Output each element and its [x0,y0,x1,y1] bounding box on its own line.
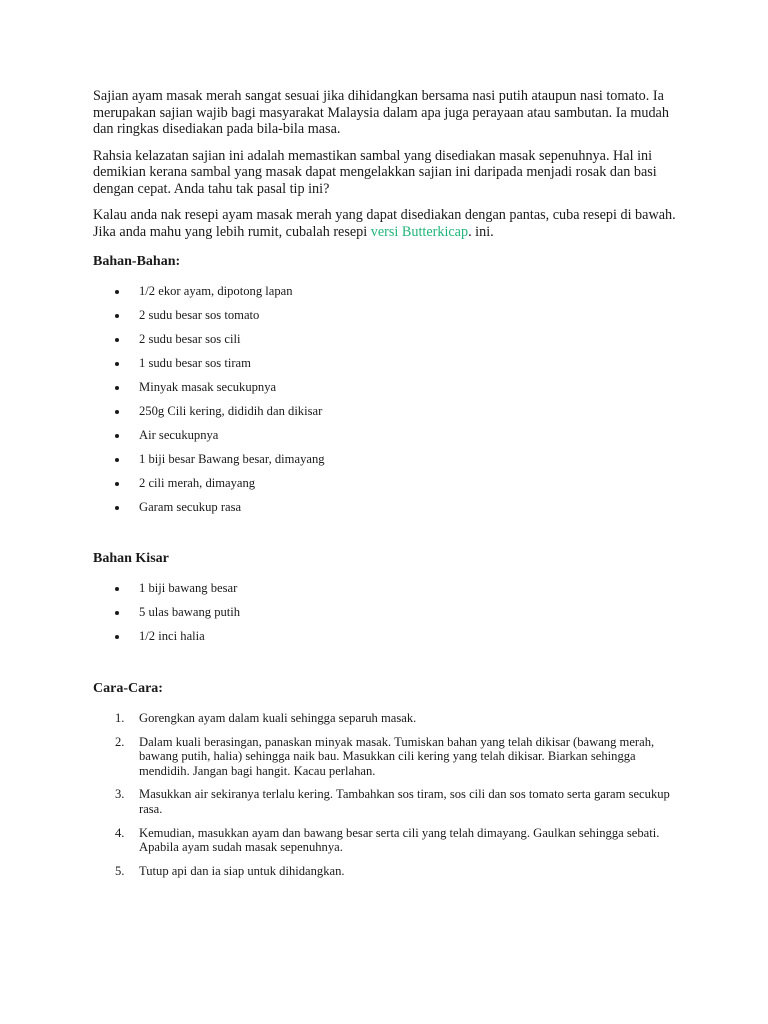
cara-step-number: 5. [115,863,125,878]
bahan-item-text: 1/2 ekor ayam, dipotong lapan [139,284,293,298]
bahan-kisar-heading: Bahan Kisar [93,551,169,566]
cara-step-number: 3. [115,787,125,802]
cara-step-number: 2. [115,734,125,749]
cara-step [93,826,683,855]
bullet-dot-icon [115,362,119,366]
bahan-list [93,284,683,515]
cara-step [93,735,683,779]
bullet-dot-icon [115,458,119,462]
document-page [93,88,683,887]
cara-step [93,711,683,726]
bullet-dot-icon [115,386,119,390]
bahan-item-text: Minyak masak secukupnya [139,380,277,394]
bahan-item-text: Air secukupnya [139,428,219,442]
bahan-kisar-item-text: 1/2 inci halia [139,629,205,643]
cara-steps-list [93,711,683,878]
versi-butterkicap-link[interactable]: versi Butterkicap [370,223,469,240]
bahan-item [93,452,683,467]
bullet-dot-icon [115,410,119,414]
cara-step-text: Kemudian, masukkan ayam dan bawang besar serta cili yang telah dimayang. Gaulkan sehingga sebati. Apabila ayam sudah masak sepenuhnya. [139,825,660,855]
bahan-item-text: Garam secukup rasa [139,500,242,514]
bullet-dot-icon [115,587,119,591]
bahan-item [93,332,683,347]
bullet-dot-icon [115,506,119,510]
bullet-dot-icon [115,635,119,639]
cara-step-text: Dalam kuali berasingan, panaskan minyak masak. Tumiskan bahan yang telah dikisar (bawang merah, bawang putih, halia) sehingga naik bau. Masukkan cili kering yang telah dikisar. Biarkan sehingga mendidih. Jangan bagi hangit. Kacau perlahan. [139,734,655,778]
cara-step-text: Masukkan air sekiranya terlalu kering. Tambahkan sos tiram, sos cili dan sos tomato serta garam secukup rasa. [139,787,670,816]
bahan-kisar-item [93,605,683,620]
bahan-kisar-item-text: 5 ulas bawang putih [139,605,241,619]
intro-paragraph-1: Sajian ayam masak merah sangat sesuai jika dihidangkan bersama nasi putih ataupun nasi tomato. Ia merupakan sajian wajib bagi masyarakat Malaysia dalam apa juga perayaan atau sambutan. Ia mudah dan ringkas disediakan pada bila-bila masa. [93,88,669,137]
bahan-item-text: 1 sudu besar sos tiram [139,356,251,370]
bahan-item-text: 1 biji besar Bawang besar, dimayang [139,452,325,466]
bahan-item [93,500,683,515]
bullet-dot-icon [115,290,119,294]
bullet-dot-icon [115,314,119,318]
bullet-dot-icon [115,611,119,615]
bullet-dot-icon [115,434,119,438]
cara-step-number: 1. [115,711,125,725]
intro-paragraph-3-tail: . ini. [468,223,494,240]
bahan-item-text: 250g Cili kering, dididih dan dikisar [139,404,323,418]
bahan-item [93,476,683,491]
bahan-kisar-item-text: 1 biji bawang besar [139,581,238,595]
cara-step [93,787,683,816]
cara-step-text: Gorengkan ayam dalam kuali sehingga separuh masak. [139,711,417,725]
cara-step [93,864,683,879]
intro-paragraph-3 [93,207,683,240]
bahan-kisar-item [93,581,683,596]
bahan-item [93,404,683,419]
bullet-dot-icon [115,338,119,342]
bahan-item [93,284,683,299]
intro-paragraph-2: Rahsia kelazatan sajian ini adalah memastikan sambal yang disediakan masak sepenuhnya. Hal ini demikian kerana sambal yang masak dapat mengelakkan sajian ini daripada menjadi rosak dan basi dengan cepat. Anda tahu tak pasal tip ini? [93,147,657,197]
cara-heading: Cara-Cara: [93,681,163,696]
cara-step-text: Tutup api dan ia siap untuk dihidangkan. [139,863,345,878]
bullet-dot-icon [115,482,119,486]
bahan-kisar-list [93,581,683,644]
bahan-item [93,308,683,323]
bahan-item-text: 2 cili merah, dimayang [139,476,256,490]
bahan-heading: Bahan-Bahan: [93,254,181,269]
bahan-kisar-item [93,629,683,644]
bahan-item [93,356,683,371]
bahan-item-text: 2 sudu besar sos cili [139,332,241,346]
bahan-item [93,380,683,395]
bahan-item-text: 2 sudu besar sos tomato [139,308,260,322]
bahan-item [93,428,683,443]
cara-step-number: 4. [115,825,125,840]
intro-paragraph-3-text: Kalau anda nak resepi ayam masak merah yang dapat disediakan dengan pantas, cuba resepi di bawah. Jika anda mahu yang lebih rumit, cubalah resepi [93,207,676,240]
